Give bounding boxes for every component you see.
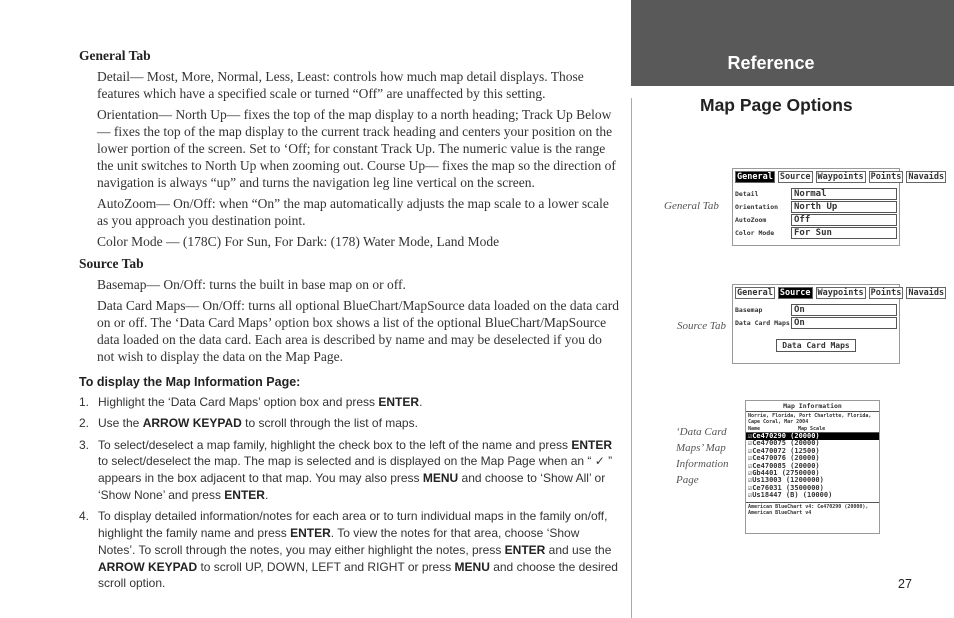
field-row-detail xyxy=(735,187,897,200)
step-text xyxy=(98,395,422,409)
source-screen-fields xyxy=(735,303,897,329)
map-list-item-label: Ce470085 (20000) xyxy=(752,461,820,470)
step-fragment: to scroll through the list of maps. xyxy=(241,416,418,431)
column-divider xyxy=(631,98,632,618)
tab-points[interactable]: Points xyxy=(870,172,902,182)
step-fragment: . To view the notes for that area, choose ‘Show Notes’. To scroll through the notes, you may either highlight the notes, press xyxy=(98,526,580,557)
checkbox-checked-icon[interactable]: ☑ xyxy=(748,483,753,492)
step-fragment: . xyxy=(419,395,423,409)
checkbox-checked-icon[interactable]: ☑ xyxy=(748,454,753,463)
tab-waypoints[interactable]: Waypoints xyxy=(817,288,864,298)
source-tab-basemap: Basemap— On/Off: turns the built in base map on or off. xyxy=(97,277,406,292)
field-label: AutoZoom xyxy=(735,215,767,224)
procedure-step xyxy=(79,415,619,432)
source-tab-data-card-maps: Data Card Maps— On/Off: turns all optional BlueChart/MapSource data loaded on the data card on or off. The ‘Data Card Maps’ option box shows a list of the optional BlueChart/MapSource data loaded on the data card. Each area is described by name and may be deselected if you do not wish to display the data on the Map Page. xyxy=(97,298,619,364)
key-name: ENTER xyxy=(224,487,265,502)
reference-section-title: Reference xyxy=(727,53,815,73)
key-name: MENU xyxy=(422,471,459,486)
field-label: Orientation xyxy=(735,202,779,211)
general-tab-orientation: Orientation— North Up— fixes the top of the map display to a north heading; Track Up Below— fixes the top of the map display to the current track heading and centers your position on the lower portion of the screen. Set to ‘Off; for constant Track Up. The numeric value is the range the unit switches to North Up when zooming out. Course Up— fixes the map so the direction of navigation is always “up” and turns the navigation leg line vertical on the screen. xyxy=(97,107,616,190)
main-content xyxy=(79,42,619,597)
checkbox-checked-icon[interactable]: ☑ xyxy=(748,439,753,448)
key-name: ENTER xyxy=(378,395,420,409)
checkbox-checked-icon[interactable]: ☑ xyxy=(748,461,753,470)
step-fragment: To select/deselect a map family, highlight the check box to the left of the name and press xyxy=(98,437,572,452)
field-label: Detail xyxy=(735,189,759,198)
field-row-data-card-maps xyxy=(735,316,897,329)
page-number: 27 xyxy=(898,577,912,591)
field-value[interactable]: On xyxy=(791,304,897,316)
checkbox-checked-icon[interactable]: ☑ xyxy=(748,491,753,500)
step-fragment: to scroll UP, DOWN, LEFT and RIGHT or press xyxy=(197,559,455,574)
general-tab-color-mode: Color Mode — (178C) For Sun, For Dark: (178) Water Mode, Land Mode xyxy=(97,234,500,249)
tab-navaids[interactable]: Navaids xyxy=(908,172,945,182)
general-tab-section xyxy=(79,48,619,250)
key-name: ARROW KEYPAD xyxy=(142,416,242,431)
map-description: Norrie, Florida, Port Charlotte, Florida, Cape Coral, Mar 2004 xyxy=(748,413,872,425)
field-value[interactable]: Normal xyxy=(791,188,897,200)
tab-source[interactable]: Source xyxy=(779,172,811,182)
checkbox-checked-icon[interactable]: ☑ xyxy=(748,469,753,478)
caption-source-tab: Source Tab xyxy=(677,320,726,332)
key-name: ENTER xyxy=(504,542,546,557)
checkbox-checked-icon[interactable]: ☑ xyxy=(748,476,753,485)
map-list-item-label: Ce470076 (20000) xyxy=(752,454,820,463)
field-value[interactable]: For Sun xyxy=(791,227,897,239)
field-label: Color Mode xyxy=(735,228,775,237)
source-tab-screenshot xyxy=(732,284,945,364)
reference-header-band xyxy=(631,0,954,86)
field-label: Data Card Maps xyxy=(735,318,790,327)
step-fragment: and choose to ‘Show All’ or ‘Show None’ and press xyxy=(98,471,606,502)
field-row-color-mode xyxy=(735,226,897,239)
caption-data-card xyxy=(676,424,729,488)
caption-line: Maps’ Map xyxy=(676,442,726,454)
key-name: ENTER xyxy=(290,526,331,541)
general-screen-fields xyxy=(735,187,897,239)
step-fragment: . xyxy=(264,487,269,502)
map-list-item-label: Us13003 (1200000) xyxy=(752,476,824,485)
caption-line: Information xyxy=(676,458,729,470)
step-text xyxy=(98,416,418,430)
field-value[interactable]: Off xyxy=(791,214,897,226)
step-text xyxy=(98,509,618,590)
map-information-title: Map Information xyxy=(746,401,879,412)
caption-line: ‘Data Card xyxy=(676,426,727,438)
checkbox-checked-icon[interactable]: ☑ xyxy=(748,432,753,440)
caption-line: Page xyxy=(676,474,699,486)
tab-waypoints[interactable]: Waypoints xyxy=(817,172,864,182)
procedure-step xyxy=(79,394,619,411)
general-screen-tabs xyxy=(733,169,945,183)
step-fragment: and use the xyxy=(545,542,612,557)
map-footer-note: American BlueChart v4: Ce470290 (20000), American BlueChart v4 xyxy=(746,502,879,517)
source-tab-heading: Source Tab xyxy=(79,256,144,271)
tab-source[interactable]: Source xyxy=(779,288,811,298)
field-row-autozoom xyxy=(735,213,897,226)
map-page-options-title: Map Page Options xyxy=(700,95,853,115)
map-list-item-label: Ce470075 (20000) xyxy=(752,439,820,448)
checkbox-checked-icon[interactable]: ☑ xyxy=(748,446,753,455)
step-fragment: Highlight the ‘Data Card Maps’ option box and press xyxy=(98,395,379,409)
map-list-item-label: Us18447 (B) (10000) xyxy=(752,491,833,500)
field-value[interactable]: On xyxy=(791,317,897,329)
field-row-basemap xyxy=(735,303,897,316)
map-list-item-label: Ce76031 (3500000) xyxy=(752,483,824,492)
col-scale: Map Scale xyxy=(798,426,826,432)
caption-general-tab: General Tab xyxy=(664,200,719,212)
procedure-step xyxy=(79,508,619,592)
step-fragment: and choose the desired scroll option. xyxy=(98,559,618,591)
step-number: 1. xyxy=(79,395,90,409)
procedure-steps xyxy=(79,394,619,592)
step-number: 3. xyxy=(79,437,90,452)
col-name: Name xyxy=(748,426,761,432)
general-tab-detail: Detail— Most, More, Normal, Less, Least: controls how much map detail displays. Those features which have a specified scale or turned “Off” are unaffected by this setting. xyxy=(97,69,584,101)
field-value[interactable]: North Up xyxy=(791,201,897,213)
tab-general[interactable]: General xyxy=(737,172,773,182)
step-fragment: to select/deselect the map. The map is selected and is displayed on the Map Page when an “ ✓ ” appears in the box adjacent to that map. You may also press xyxy=(98,454,613,486)
field-row-orientation xyxy=(735,200,897,213)
key-name: ENTER xyxy=(571,437,613,452)
step-text xyxy=(98,438,612,502)
field-label: Basemap xyxy=(735,305,763,314)
general-tab-screenshot xyxy=(732,168,945,246)
general-tab-autozoom: AutoZoom— On/Off: when “On” the map automatically adjusts the map scale to a lower scale as you approach you destination point. xyxy=(97,196,609,228)
data-card-maps-screenshot xyxy=(745,400,880,534)
tab-navaids[interactable]: Navaids xyxy=(908,288,945,298)
source-tab-section xyxy=(79,256,619,365)
data-card-maps-button[interactable]: Data Card Maps xyxy=(776,339,856,352)
general-tab-heading: General Tab xyxy=(79,48,151,63)
step-fragment: Use the xyxy=(98,416,143,431)
tab-general[interactable]: General xyxy=(737,288,773,298)
map-list-item-label: Gb4401 (2750000) xyxy=(752,469,820,478)
tab-points[interactable]: Points xyxy=(870,288,902,298)
map-list-item-label: Ce470290 (20000) xyxy=(752,432,820,440)
step-fragment: To display detailed information/notes for each area or to turn individual maps in the family on/off, highlight the family name and press xyxy=(98,509,608,541)
map-list-item[interactable] xyxy=(746,492,879,499)
source-screen-tabs xyxy=(733,285,945,299)
key-name: MENU xyxy=(454,559,490,574)
procedure-step xyxy=(79,437,619,504)
map-list xyxy=(746,433,879,500)
step-number: 2. xyxy=(79,416,90,431)
map-list-item-label: Ce470072 (12500) xyxy=(752,446,820,455)
step-number: 4. xyxy=(79,509,90,524)
key-name: ARROW KEYPAD xyxy=(98,559,198,574)
procedure-title: To display the Map Information Page: xyxy=(79,375,301,389)
